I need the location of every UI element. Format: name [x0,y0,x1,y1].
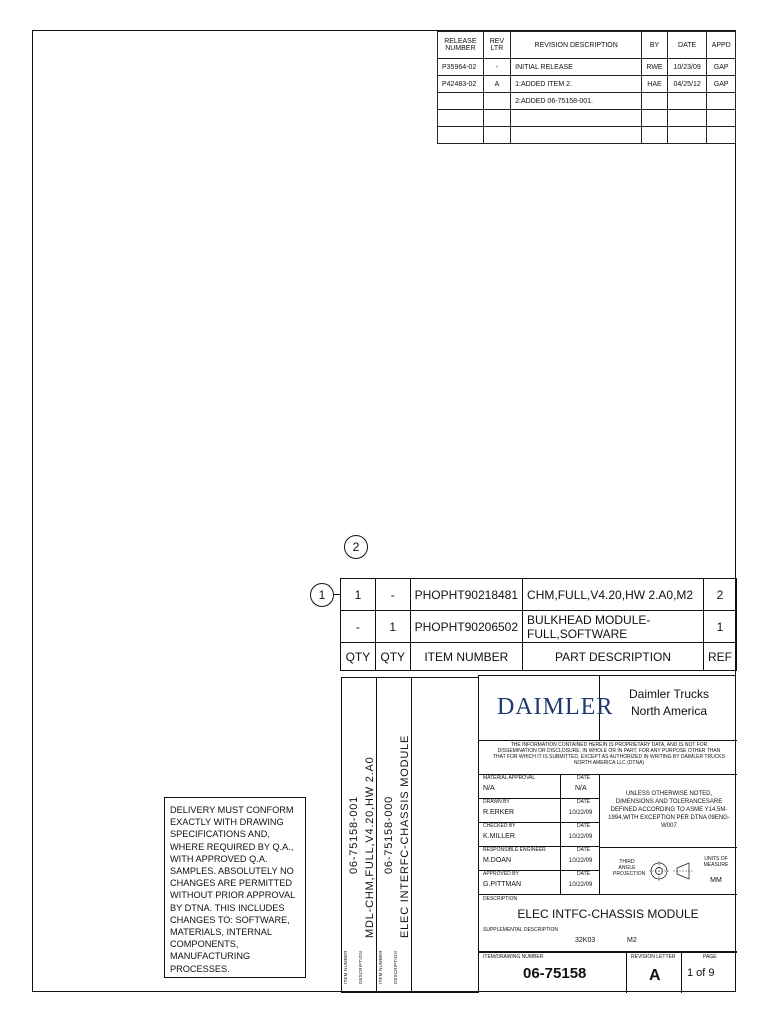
divider [626,951,627,993]
item-number: 06-75158-001 [348,795,360,874]
revision-header-release: RELEASE NUMBER [438,32,484,59]
revision-header-rev: REV LTR [483,32,510,59]
parts-cell-item-number: PHOPHT90206502 [410,611,522,643]
parts-header-item-number: ITEM NUMBER [410,643,522,671]
revision-row [438,93,736,110]
tolerance-note: UNLESS OTHERWISE NOTED, DIMENSIONS AND TOLERANCESARE DEFINED ACCORDING TO ASME Y14.5M- 1994,WITH EXCEPTION PER DTNA 09ENG-W007 [608,791,730,829]
revision-cell [642,127,668,144]
parts-cell-item-number: PHOPHT90218481 [410,579,522,611]
revision-row [438,59,736,76]
drawn-by-label: DRAWN BY [483,799,510,805]
revision-cell: P42483-02 [438,76,484,93]
approved-by-value: G.PITTMAN [483,881,522,888]
checked-by-label: CHECKED BY [483,823,516,829]
revision-cell: P35964-02 [438,59,484,76]
revision-table [437,31,736,144]
revision-row [438,127,736,144]
revision-cell [642,110,668,127]
third-angle-projection-icon [649,860,693,882]
revision-cell [667,127,707,144]
responsible-engineer-value: M.DOAN [483,857,511,864]
revision-cell [438,110,484,127]
revision-cell: 10/23/09 [667,59,707,76]
revision-cell: GAP [707,59,736,76]
title-block [478,675,736,992]
parts-row [341,579,737,611]
material-approval-value: N/A [483,785,495,792]
item-number: 06-75158-000 [383,795,395,874]
proprietary-notice: THE INFORMATION CONTAINED HEREIN IS PROPRIETARY DATA, AND IS NOT FOR DISSEMINATION OR DISCLOSURE, IN WHOLE OR IN PART, FOR ANY PURPOSE OTHER THAN THAT FOR WHICH IT IS SUBMITTED, EXCEPT AS AUTHORIZED IN WRITING BY DAIMLER TRUCKS NORTH AMERICA LLC (DTNA) [493,742,725,766]
parts-cell-qty1: 1 [341,579,376,611]
date-label: DATE [577,871,590,877]
revision-cell [483,93,510,110]
units-label: UNITS OF MEASURE [703,856,729,868]
item-description: MDL-CHM,FULL,V4.20,HW 2.A0 [364,756,376,938]
revision-header-by: BY [642,32,668,59]
parts-cell-qty1: - [341,611,376,643]
responsible-engineer-label: RESPONSIBLE ENGINEER [483,847,546,853]
date-label: DATE [577,775,590,781]
signature-block [479,774,600,894]
supplemental-code: 32K03 [575,937,596,944]
revision-cell: 1:ADDED ITEM 2. [511,76,642,93]
approved-by-label: APPROVED BY [483,871,519,877]
revision-cell [511,110,642,127]
material-date: N/A [575,785,587,792]
parts-header-qty2: QTY [375,643,410,671]
revision-cell: RWE [642,59,668,76]
revision-cell: INITIAL RELEASE [511,59,642,76]
checked-by-value: K.MILLER [483,833,515,840]
parts-header-ref: REF [704,643,737,671]
divider [600,847,737,848]
date-label: DATE [577,847,590,853]
revision-cell: 2:ADDED 06-75158-001. [511,93,642,110]
item-number-label: ITEM NUMBER [343,950,348,984]
description-label: DESCRIPTION [393,951,398,984]
revision-row [438,110,736,127]
parts-cell-qty2: - [375,579,410,611]
approved-date: 10/22/09 [569,882,593,888]
item-description: ELEC INTERFC-CHASSIS MODULE [399,734,411,938]
supplemental-label: SUPPLEMENTAL DESCRIPTION [483,927,559,933]
daimler-logo: DAIMLER [497,694,614,720]
revision-cell [707,127,736,144]
parts-cell-qty2: 1 [375,611,410,643]
revision-cell [483,110,510,127]
revision-cell [667,93,707,110]
revision-cell [707,93,736,110]
units-value: MM [710,877,722,884]
delivery-note: DELIVERY MUST CONFORM EXACTLY WITH DRAWING SPECIFICATIONS AND, WHERE REQUIRED BY Q.A., WITH APPROVED Q.A. SAMPLES. ABSOLUTELY NO CHANGES ARE PERMITTED WITHOUT PRIOR APPROVAL BY DTNA. THIS INCLUDES CHANGES TO: SOFTWARE, MATERIALS, INTERNAL COMPONENTS, MANUFACTURING PROCESSES. [164,797,306,978]
divider [681,951,682,993]
revision-header-appd: APPD [707,32,736,59]
material-approval-label: MATERIAL APPROVAL [483,775,536,781]
revision-letter-label: REVISION LETTER [631,954,676,960]
divider [479,740,737,741]
revision-cell [667,110,707,127]
divider [560,774,561,894]
company-line-1: Daimler Trucks [628,687,709,701]
parts-header-description: PART DESCRIPTION [523,643,704,671]
revision-letter: A [649,967,661,984]
logo-cell [479,676,614,740]
parts-header-row [341,643,737,671]
revision-cell: 04/25/12 [667,76,707,93]
revision-cell: HAE [642,76,668,93]
revision-cell [642,93,668,110]
vertical-item-column-1 [341,677,377,993]
company-line-2: North America [630,704,708,718]
revision-cell [483,127,510,144]
parts-list-table [340,578,737,671]
parts-cell-description: CHM,FULL,V4.20,HW 2.A0,M2 [523,579,704,611]
page-number: 1 of 9 [687,967,715,979]
item-balloon-2: 2 [344,535,368,559]
revision-header-description: REVISION DESCRIPTION [511,32,642,59]
revision-header-row [438,32,736,59]
drawing-number: 06-75158 [523,965,587,982]
divider [479,951,737,953]
date-label: DATE [577,799,590,805]
page-label: PAGE [703,954,717,960]
parts-cell-ref: 1 [704,611,737,643]
revision-cell [438,93,484,110]
supplemental-model: M2 [627,937,637,944]
revision-cell: A [483,76,510,93]
description-label: DESCRIPTION [483,896,518,902]
vertical-item-column-empty [411,677,479,993]
description-label: DESCRIPTION [358,951,363,984]
revision-header-date: DATE [667,32,707,59]
revision-cell: - [483,59,510,76]
checked-date: 10/22/09 [569,834,593,840]
revision-cell [707,110,736,127]
drawing-description: ELEC INTFC-CHASSIS MODULE [517,907,699,921]
responsible-date: 10/22/09 [569,858,593,864]
revision-row [438,76,736,93]
parts-cell-ref: 2 [704,579,737,611]
company-name [605,686,733,720]
parts-row [341,611,737,643]
item-number-label: ITEM NUMBER [378,950,383,984]
drawing-number-label: ITEM/DRAWING NUMBER [483,954,544,960]
revision-cell: GAP [707,76,736,93]
vertical-item-column-2 [376,677,412,993]
date-label: DATE [577,823,590,829]
drawn-by-value: R.ERKER [483,809,515,816]
drawn-date: 10/22/09 [569,810,593,816]
item-balloon-1: 1 [310,583,334,607]
revision-cell [511,127,642,144]
parts-cell-description: BULKHEAD MODULE-FULL,SOFTWARE [523,611,704,643]
revision-cell [438,127,484,144]
divider [479,894,737,895]
projection-label: THIRD ANGLE PROJECTION [613,859,646,877]
parts-header-qty1: QTY [341,643,376,671]
